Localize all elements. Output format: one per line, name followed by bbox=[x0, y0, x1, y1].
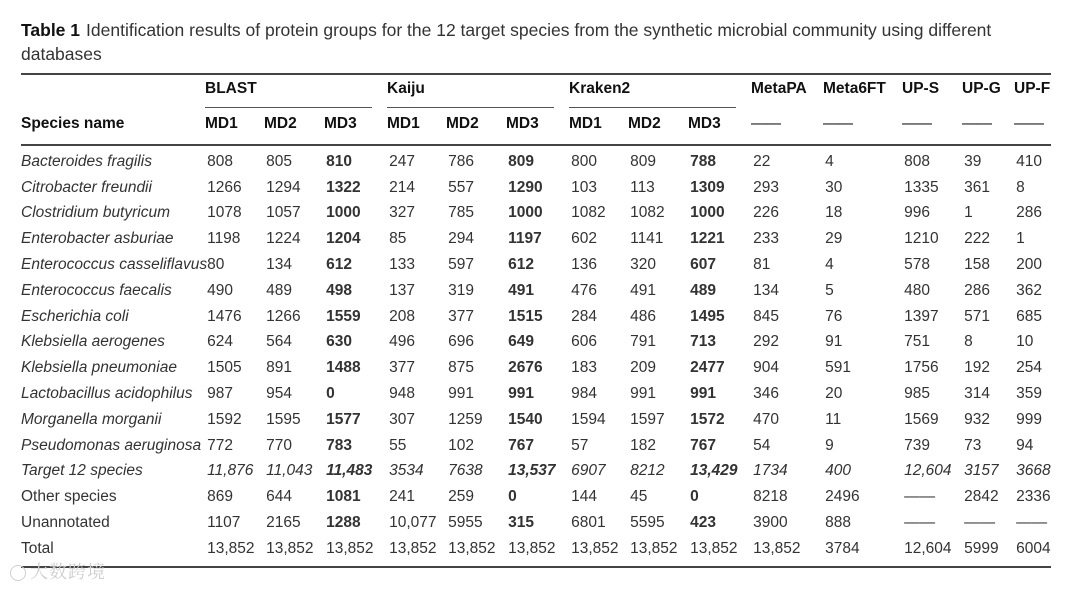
value-cell: 259 bbox=[448, 488, 474, 506]
value-cell: 346 bbox=[753, 385, 779, 403]
value-cell: 491 bbox=[508, 281, 534, 299]
value-cell: 1 bbox=[1016, 230, 1025, 248]
value-cell: 1082 bbox=[571, 204, 606, 222]
value-cell: 1488 bbox=[326, 359, 361, 377]
value-cell: 13,852 bbox=[207, 539, 255, 557]
value-cell: 133 bbox=[389, 256, 415, 274]
value-cell: 869 bbox=[207, 488, 233, 506]
value-cell: 770 bbox=[266, 436, 292, 454]
value-cell: 1259 bbox=[448, 410, 483, 428]
value-cell: 222 bbox=[964, 230, 990, 248]
value-cell: 1595 bbox=[266, 410, 301, 428]
col-md1: MD1 bbox=[569, 115, 602, 132]
value-cell: 607 bbox=[690, 256, 716, 274]
value-cell: 1204 bbox=[326, 230, 361, 248]
value-cell: 8 bbox=[964, 333, 973, 351]
value-cell: 991 bbox=[448, 385, 474, 403]
value-cell: 808 bbox=[904, 152, 930, 170]
value-cell: 591 bbox=[825, 359, 851, 377]
value-cell: 10 bbox=[1016, 333, 1034, 351]
value-cell: 10,077 bbox=[389, 514, 437, 532]
value-cell: 696 bbox=[448, 333, 474, 351]
value-cell: 20 bbox=[825, 385, 843, 403]
value-cell: 1000 bbox=[690, 204, 725, 222]
species-name-cell: Morganella morganii bbox=[21, 410, 162, 428]
value-cell: 13,537 bbox=[508, 462, 556, 480]
value-cell: 788 bbox=[690, 152, 716, 170]
watermark bbox=[10, 558, 106, 584]
header-dash: —— bbox=[751, 115, 780, 132]
species-name-cell: Citrobacter freundii bbox=[21, 178, 152, 196]
value-cell: 4 bbox=[825, 152, 834, 170]
value-cell: 644 bbox=[266, 488, 292, 506]
value-cell: 1309 bbox=[690, 178, 725, 196]
value-cell: 564 bbox=[266, 333, 292, 351]
value-cell: —— bbox=[904, 514, 936, 532]
value-cell: 1505 bbox=[207, 359, 242, 377]
value-cell: 423 bbox=[690, 514, 716, 532]
value-cell: 254 bbox=[1016, 359, 1042, 377]
value-cell: 1597 bbox=[630, 410, 665, 428]
value-cell: 1057 bbox=[266, 204, 301, 222]
value-cell: 327 bbox=[389, 204, 415, 222]
value-cell: 1540 bbox=[508, 410, 543, 428]
table-row bbox=[21, 330, 1053, 356]
value-cell: 785 bbox=[448, 204, 474, 222]
value-cell: 480 bbox=[904, 281, 930, 299]
value-cell: 11,483 bbox=[326, 462, 373, 480]
value-cell: 2477 bbox=[690, 359, 725, 377]
value-cell: 22 bbox=[753, 152, 771, 170]
value-cell: 713 bbox=[690, 333, 716, 351]
value-cell: 891 bbox=[266, 359, 292, 377]
col-md3: MD3 bbox=[324, 115, 357, 132]
watermark-text: 大数跨境 bbox=[30, 562, 106, 582]
table-row bbox=[21, 407, 1053, 433]
group-blast: BLAST bbox=[205, 80, 257, 97]
value-cell: 134 bbox=[266, 256, 292, 274]
table-row bbox=[21, 381, 1053, 407]
species-name-cell: Klebsiella pneumoniae bbox=[21, 359, 177, 377]
value-cell: 991 bbox=[690, 385, 716, 403]
value-cell: 5 bbox=[825, 281, 834, 299]
col-md3: MD3 bbox=[506, 115, 539, 132]
species-name-cell: Enterococcus faecalis bbox=[21, 281, 172, 299]
value-cell: 209 bbox=[630, 359, 656, 377]
value-cell: 6801 bbox=[571, 514, 606, 532]
col-up-g: UP-G bbox=[962, 80, 1001, 97]
table-row bbox=[21, 278, 1053, 304]
value-cell: 226 bbox=[753, 204, 779, 222]
value-cell: 5595 bbox=[630, 514, 665, 532]
species-name-cell: Enterococcus casseliflavus bbox=[21, 256, 208, 274]
value-cell: 2165 bbox=[266, 514, 301, 532]
value-cell: 985 bbox=[904, 385, 930, 403]
value-cell: 1197 bbox=[508, 230, 542, 248]
value-cell: 315 bbox=[508, 514, 534, 532]
species-name-cell: Bacteroides fragilis bbox=[21, 152, 152, 170]
value-cell: 999 bbox=[1016, 410, 1042, 428]
table-label: Table 1 bbox=[21, 20, 81, 40]
col-up-s: UP-S bbox=[902, 80, 940, 97]
value-cell: 54 bbox=[753, 436, 771, 454]
value-cell: 1288 bbox=[326, 514, 361, 532]
value-cell: 578 bbox=[904, 256, 930, 274]
table-row bbox=[21, 355, 1053, 381]
value-cell: 30 bbox=[825, 178, 843, 196]
col-meta6ft: Meta6FT bbox=[823, 80, 886, 97]
value-cell: 292 bbox=[753, 333, 779, 351]
value-cell: 805 bbox=[266, 152, 292, 170]
species-name-cell: Klebsiella aerogenes bbox=[21, 333, 165, 351]
watermark-logo-icon bbox=[10, 565, 26, 581]
value-cell: 606 bbox=[571, 333, 597, 351]
value-cell: 3900 bbox=[753, 514, 788, 532]
value-cell: 1335 bbox=[904, 178, 939, 196]
value-cell: 192 bbox=[964, 359, 990, 377]
value-cell: 319 bbox=[448, 281, 474, 299]
table-row bbox=[21, 175, 1053, 201]
value-cell: 557 bbox=[448, 178, 474, 196]
value-cell: 102 bbox=[448, 436, 474, 454]
value-cell: 13,852 bbox=[571, 539, 619, 557]
value-cell: 80 bbox=[207, 256, 225, 274]
value-cell: 8 bbox=[1016, 178, 1025, 196]
value-cell: 984 bbox=[571, 385, 597, 403]
value-cell: 786 bbox=[448, 152, 474, 170]
value-cell: 875 bbox=[448, 359, 474, 377]
top-rule bbox=[21, 73, 1051, 75]
value-cell: 410 bbox=[1016, 152, 1042, 170]
value-cell: 1397 bbox=[904, 307, 939, 325]
value-cell: 73 bbox=[964, 436, 982, 454]
value-cell: 810 bbox=[326, 152, 352, 170]
value-cell: 1221 bbox=[690, 230, 725, 248]
value-cell: 685 bbox=[1016, 307, 1042, 325]
value-cell: 767 bbox=[508, 436, 534, 454]
value-cell: 948 bbox=[389, 385, 415, 403]
value-cell: 612 bbox=[326, 256, 352, 274]
value-cell: 294 bbox=[448, 230, 474, 248]
value-cell: 94 bbox=[1016, 436, 1034, 454]
value-cell: 2336 bbox=[1016, 488, 1051, 506]
value-cell: 1224 bbox=[266, 230, 301, 248]
col-md2: MD2 bbox=[264, 115, 297, 132]
value-cell: 6004 bbox=[1016, 539, 1051, 557]
value-cell: 1000 bbox=[508, 204, 543, 222]
value-cell: 767 bbox=[690, 436, 716, 454]
value-cell: 208 bbox=[389, 307, 415, 325]
value-cell: 286 bbox=[1016, 204, 1042, 222]
value-cell: 987 bbox=[207, 385, 233, 403]
value-cell: 772 bbox=[207, 436, 233, 454]
value-cell: 1592 bbox=[207, 410, 242, 428]
value-cell: 85 bbox=[389, 230, 407, 248]
value-cell: 13,852 bbox=[326, 539, 374, 557]
species-name-cell: Unannotated bbox=[21, 514, 110, 532]
value-cell: 1569 bbox=[904, 410, 939, 428]
value-cell: 489 bbox=[690, 281, 716, 299]
value-cell: 13,852 bbox=[690, 539, 738, 557]
value-cell: 845 bbox=[753, 307, 779, 325]
value-cell: 996 bbox=[904, 204, 930, 222]
value-cell: 751 bbox=[904, 333, 930, 351]
value-cell: 1081 bbox=[326, 488, 361, 506]
col-metapa: MetaPA bbox=[751, 80, 807, 97]
table-row bbox=[21, 226, 1053, 252]
table-row bbox=[21, 484, 1053, 510]
value-cell: 361 bbox=[964, 178, 990, 196]
value-cell: 630 bbox=[326, 333, 352, 351]
group-kaiju: Kaiju bbox=[387, 80, 425, 97]
value-cell: 1198 bbox=[207, 230, 241, 248]
value-cell: 137 bbox=[389, 281, 415, 299]
value-cell: 103 bbox=[571, 178, 597, 196]
value-cell: 0 bbox=[690, 488, 699, 506]
header-dash: —— bbox=[902, 115, 931, 132]
species-name-cell: Pseudomonas aeruginosa bbox=[21, 436, 202, 454]
value-cell: 1107 bbox=[207, 514, 241, 532]
header-rule bbox=[21, 144, 1051, 146]
value-cell: 362 bbox=[1016, 281, 1042, 299]
species-name-cell: Escherichia coli bbox=[21, 307, 129, 325]
value-cell: 39 bbox=[964, 152, 982, 170]
table-row bbox=[21, 433, 1053, 459]
value-cell: 800 bbox=[571, 152, 597, 170]
value-cell: 12,604 bbox=[904, 539, 952, 557]
value-cell: 1210 bbox=[904, 230, 939, 248]
value-cell: 134 bbox=[753, 281, 779, 299]
value-cell: 489 bbox=[266, 281, 292, 299]
value-cell: 1572 bbox=[690, 410, 725, 428]
value-cell: 13,852 bbox=[630, 539, 678, 557]
value-cell: 1 bbox=[964, 204, 973, 222]
value-cell: 8212 bbox=[630, 462, 665, 480]
value-cell: 1266 bbox=[207, 178, 242, 196]
value-cell: 2842 bbox=[964, 488, 999, 506]
value-cell: 496 bbox=[389, 333, 415, 351]
value-cell: 1266 bbox=[266, 307, 301, 325]
group-underline-kraken2 bbox=[569, 107, 736, 108]
value-cell: 1756 bbox=[904, 359, 939, 377]
value-cell: 29 bbox=[825, 230, 843, 248]
value-cell: 5999 bbox=[964, 539, 999, 557]
value-cell: 888 bbox=[825, 514, 851, 532]
value-cell: 470 bbox=[753, 410, 779, 428]
bottom-rule bbox=[21, 566, 1051, 568]
value-cell: 233 bbox=[753, 230, 779, 248]
value-cell: 400 bbox=[825, 462, 851, 480]
value-cell: 1290 bbox=[508, 178, 543, 196]
table-row bbox=[21, 304, 1053, 330]
value-cell: 1515 bbox=[508, 307, 543, 325]
value-cell: 55 bbox=[389, 436, 407, 454]
value-cell: 3157 bbox=[964, 462, 999, 480]
value-cell: 739 bbox=[904, 436, 930, 454]
value-cell: 3668 bbox=[1016, 462, 1051, 480]
value-cell: 183 bbox=[571, 359, 597, 377]
value-cell: 377 bbox=[389, 359, 415, 377]
value-cell: 1476 bbox=[207, 307, 242, 325]
value-cell: 91 bbox=[825, 333, 843, 351]
value-cell: 3534 bbox=[389, 462, 424, 480]
value-cell: 498 bbox=[326, 281, 352, 299]
species-name-cell: Target 12 species bbox=[21, 462, 143, 480]
value-cell: 182 bbox=[630, 436, 656, 454]
value-cell: 7638 bbox=[448, 462, 483, 480]
value-cell: 1141 bbox=[630, 230, 664, 248]
value-cell: 136 bbox=[571, 256, 597, 274]
value-cell: 809 bbox=[630, 152, 656, 170]
value-cell: 6907 bbox=[571, 462, 606, 480]
value-cell: 13,852 bbox=[448, 539, 496, 557]
value-cell: 602 bbox=[571, 230, 597, 248]
value-cell: 808 bbox=[207, 152, 233, 170]
value-cell: 284 bbox=[571, 307, 597, 325]
value-cell: 0 bbox=[508, 488, 517, 506]
value-cell: 81 bbox=[753, 256, 771, 274]
value-cell: 13,852 bbox=[508, 539, 556, 557]
value-cell: 954 bbox=[266, 385, 292, 403]
header-dash: —— bbox=[962, 115, 991, 132]
value-cell: 490 bbox=[207, 281, 233, 299]
value-cell: 1082 bbox=[630, 204, 665, 222]
value-cell: 13,852 bbox=[753, 539, 801, 557]
value-cell: —— bbox=[964, 514, 996, 532]
value-cell: 377 bbox=[448, 307, 474, 325]
group-underline-blast bbox=[205, 107, 372, 108]
value-cell: 1000 bbox=[326, 204, 361, 222]
value-cell: 649 bbox=[508, 333, 534, 351]
value-cell: 476 bbox=[571, 281, 597, 299]
table-row bbox=[21, 252, 1053, 278]
value-cell: 13,852 bbox=[266, 539, 314, 557]
value-cell: 809 bbox=[508, 152, 534, 170]
value-cell: 8218 bbox=[753, 488, 788, 506]
value-cell: 113 bbox=[630, 178, 655, 196]
value-cell: 359 bbox=[1016, 385, 1042, 403]
value-cell: 76 bbox=[825, 307, 843, 325]
value-cell: 624 bbox=[207, 333, 233, 351]
col-md2: MD2 bbox=[446, 115, 479, 132]
value-cell: 491 bbox=[630, 281, 656, 299]
species-name-cell: Enterobacter asburiae bbox=[21, 230, 174, 248]
species-name-cell: Other species bbox=[21, 488, 117, 506]
value-cell: 247 bbox=[389, 152, 415, 170]
value-cell: 991 bbox=[508, 385, 534, 403]
value-cell: 1559 bbox=[326, 307, 361, 325]
value-cell: 2676 bbox=[508, 359, 543, 377]
value-cell: 991 bbox=[630, 385, 656, 403]
caption-text: Identification results of protein groups for the 12 target species from the synthetic microbial community using different databases bbox=[21, 20, 992, 64]
value-cell: 200 bbox=[1016, 256, 1042, 274]
value-cell: 214 bbox=[389, 178, 415, 196]
value-cell: 18 bbox=[825, 204, 843, 222]
col-md2: MD2 bbox=[628, 115, 661, 132]
col-species-name: Species name bbox=[21, 115, 125, 132]
group-kraken2: Kraken2 bbox=[569, 80, 631, 97]
value-cell: 158 bbox=[964, 256, 990, 274]
results-table bbox=[21, 149, 1053, 562]
value-cell: 932 bbox=[964, 410, 990, 428]
table-row bbox=[21, 510, 1053, 536]
col-md3: MD3 bbox=[688, 115, 721, 132]
value-cell: —— bbox=[1016, 514, 1048, 532]
value-cell: 2496 bbox=[825, 488, 860, 506]
value-cell: 4 bbox=[825, 256, 834, 274]
species-name-cell: Total bbox=[21, 539, 54, 557]
table-row bbox=[21, 459, 1053, 485]
value-cell: 3784 bbox=[825, 539, 860, 557]
value-cell: 11,043 bbox=[266, 462, 313, 480]
header-dash: —— bbox=[823, 115, 852, 132]
value-cell: 791 bbox=[630, 333, 656, 351]
value-cell: 783 bbox=[326, 436, 352, 454]
value-cell: 241 bbox=[389, 488, 415, 506]
value-cell: 57 bbox=[571, 436, 589, 454]
value-cell: 320 bbox=[630, 256, 656, 274]
table-row bbox=[21, 149, 1053, 175]
value-cell: 293 bbox=[753, 178, 779, 196]
value-cell: 597 bbox=[448, 256, 474, 274]
value-cell: 612 bbox=[508, 256, 534, 274]
value-cell: 571 bbox=[964, 307, 990, 325]
value-cell: —— bbox=[904, 488, 936, 506]
value-cell: 1495 bbox=[690, 307, 725, 325]
value-cell: 307 bbox=[389, 410, 415, 428]
value-cell: 11 bbox=[825, 410, 842, 428]
header-dash: —— bbox=[1014, 115, 1043, 132]
col-md1: MD1 bbox=[205, 115, 238, 132]
col-md1: MD1 bbox=[387, 115, 420, 132]
value-cell: 1594 bbox=[571, 410, 606, 428]
value-cell: 13,852 bbox=[389, 539, 437, 557]
value-cell: 45 bbox=[630, 488, 648, 506]
value-cell: 286 bbox=[964, 281, 990, 299]
value-cell: 12,604 bbox=[904, 462, 952, 480]
value-cell: 1322 bbox=[326, 178, 361, 196]
value-cell: 11,876 bbox=[207, 462, 254, 480]
value-cell: 314 bbox=[964, 385, 990, 403]
value-cell: 1734 bbox=[753, 462, 788, 480]
value-cell: 1577 bbox=[326, 410, 361, 428]
value-cell: 1294 bbox=[266, 178, 301, 196]
species-name-cell: Lactobacillus acidophilus bbox=[21, 385, 193, 403]
value-cell: 486 bbox=[630, 307, 656, 325]
table-row bbox=[21, 536, 1053, 562]
value-cell: 144 bbox=[571, 488, 597, 506]
table-row bbox=[21, 201, 1053, 227]
table-caption bbox=[21, 18, 1056, 66]
value-cell: 5955 bbox=[448, 514, 483, 532]
value-cell: 9 bbox=[825, 436, 834, 454]
value-cell: 904 bbox=[753, 359, 779, 377]
group-underline-kaiju bbox=[387, 107, 554, 108]
value-cell: 0 bbox=[326, 385, 335, 403]
value-cell: 13,429 bbox=[690, 462, 738, 480]
col-up-f: UP-F bbox=[1014, 80, 1051, 97]
value-cell: 1078 bbox=[207, 204, 242, 222]
species-name-cell: Clostridium butyricum bbox=[21, 204, 171, 222]
